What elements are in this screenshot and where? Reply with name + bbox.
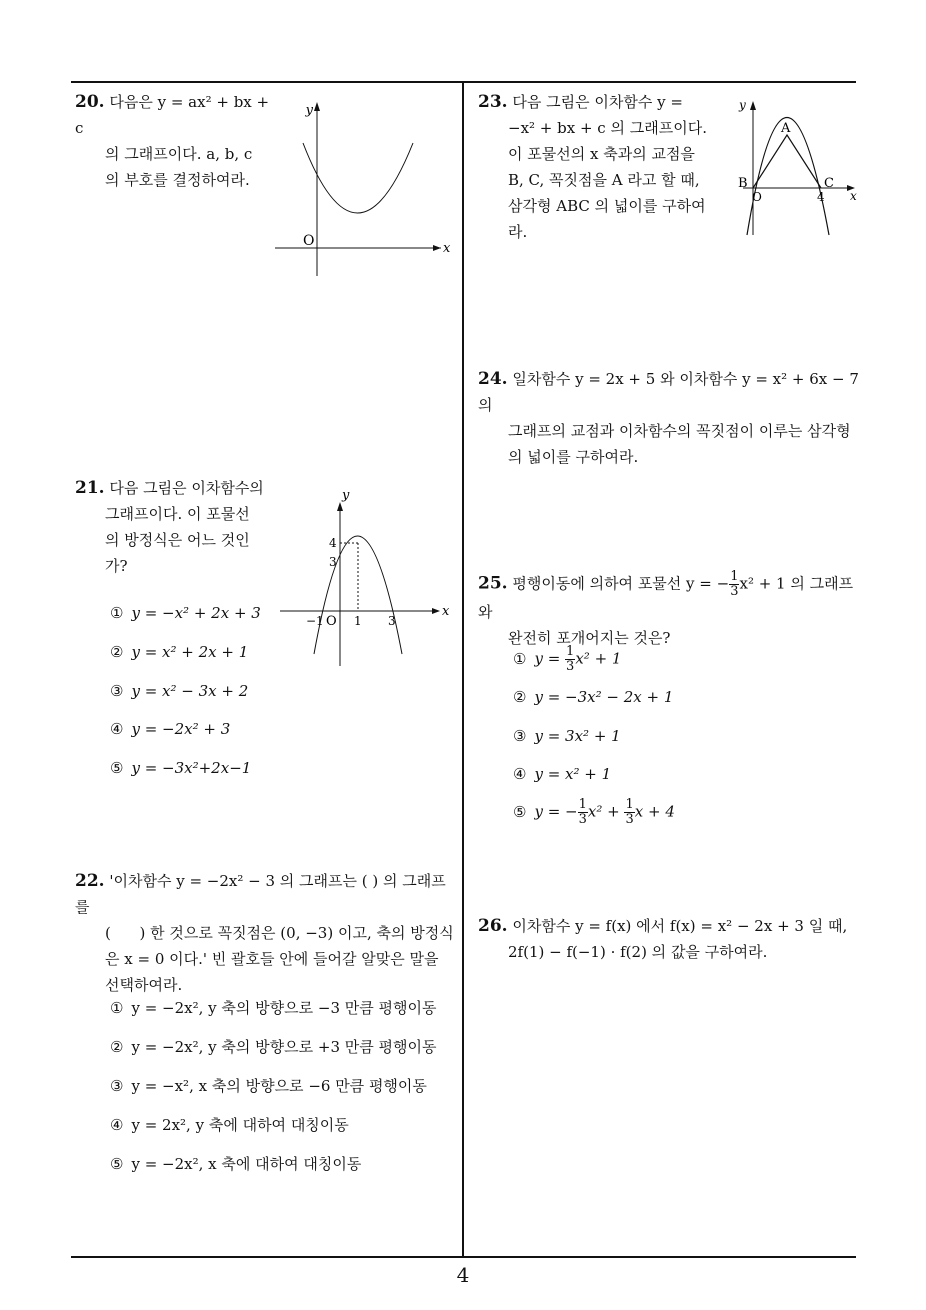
question-21: [75, 475, 275, 579]
tick-label-4: 4: [329, 536, 337, 550]
option-marker: ①: [110, 999, 124, 1017]
fraction: [578, 798, 588, 827]
question-24: [478, 366, 863, 470]
question-number: 20.: [75, 92, 105, 112]
option-text: y = −2x², x 축에 대하여 대칭이동: [131, 1155, 362, 1173]
q21-graph: [280, 488, 455, 668]
option-text: y = −2x², y 축의 방향으로 −3 만큼 평행이동: [131, 999, 437, 1017]
option-text: y =: [534, 649, 566, 668]
option-text: y = −x², x 축의 방향으로 −6 만큼 평행이동: [131, 1077, 427, 1095]
option-3[interactable]: [110, 682, 248, 700]
question-text: x² + 1 의 그래프와: [478, 574, 854, 621]
question-line: ( ) 한 것으로 꼭짓점은 (0, −3) 이고, 축의 방정식: [105, 924, 454, 942]
question-23: [478, 89, 713, 245]
question-line: 이 포물선의 x 축과의 교점을: [508, 145, 695, 163]
option-marker: ②: [513, 688, 527, 706]
origin-label: O: [303, 233, 315, 249]
fraction-denominator: 3: [578, 812, 587, 827]
question-line: 의 넓이를 구하여라.: [508, 448, 639, 466]
question-text: 평행이동에 의하여 포물선 y = −: [512, 574, 730, 593]
column-divider: [462, 82, 464, 1257]
question-line: 의 그래프이다. a, b, c: [105, 145, 253, 163]
option-marker: ③: [110, 1077, 124, 1095]
question-line: 그래프이다. 이 포물선: [105, 505, 250, 523]
question-line: 선택하여라.: [105, 976, 183, 994]
x-axis-label: x: [850, 189, 857, 203]
question-line: 라.: [508, 223, 528, 241]
question-20: [75, 89, 275, 193]
option-text: y = −2x² + 3: [131, 720, 231, 738]
bottom-rule: [71, 1256, 856, 1258]
x-axis-label: x: [443, 241, 451, 256]
option-4[interactable]: [110, 1114, 349, 1135]
x-axis-label: x: [442, 604, 450, 619]
option-text: x² +: [587, 802, 625, 821]
option-marker: ②: [110, 1038, 124, 1056]
question-number: 21.: [75, 478, 105, 498]
y-axis-label: y: [342, 488, 350, 503]
option-text: y = −3x² − 2x + 1: [534, 688, 674, 706]
option-marker: ⑤: [110, 759, 124, 777]
question-line: '이차함수 y = −2x² − 3 의 그래프는 ( ) 의 그래프를: [75, 872, 446, 916]
question-number: 22.: [75, 871, 105, 891]
question-line: 일차함수 y = 2x + 5 와 이차함수 y = x² + 6x − 7 의: [478, 370, 859, 414]
option-4[interactable]: [513, 765, 611, 783]
option-text: y = 3x² + 1: [534, 727, 621, 745]
point-c-label: C: [824, 176, 834, 191]
question-number: 26.: [478, 916, 508, 936]
fraction-numerator: 1: [578, 797, 587, 812]
option-marker: ④: [513, 765, 527, 783]
question-line: 삼각형 ABC 의 넓이를 구하여: [508, 197, 706, 215]
tick-label-3: 3: [329, 555, 337, 569]
option-1[interactable]: [110, 604, 261, 622]
question-line: 가?: [105, 557, 128, 575]
option-text: y = x² + 2x + 1: [131, 643, 249, 661]
option-text: y = x² − 3x + 2: [131, 682, 249, 700]
option-text: y = −x² + 2x + 3: [131, 604, 261, 622]
question-number: 24.: [478, 369, 508, 389]
fraction-numerator: 1: [566, 644, 575, 659]
question-line: B, C, 꼭짓점을 A 라고 할 때,: [508, 171, 700, 189]
option-text: y = −3x²+2x−1: [131, 759, 252, 777]
fraction-denominator: 3: [730, 584, 739, 599]
option-text: y = −2x², y 축의 방향으로 +3 만큼 평행이동: [131, 1038, 437, 1056]
origin-label: O: [326, 614, 337, 629]
option-text: y = −: [534, 802, 578, 821]
option-marker: ⑤: [513, 802, 527, 821]
fraction-denominator: 3: [566, 659, 575, 674]
option-4[interactable]: [110, 720, 230, 738]
option-marker: ④: [110, 720, 124, 738]
point-b-label: B: [738, 176, 748, 191]
question-line: 2f(1) − f(−1) · f(2) 의 값을 구하여라.: [508, 943, 768, 961]
question-line: −x² + bx + c 의 그래프이다.: [508, 119, 707, 137]
fraction-numerator: 1: [625, 797, 634, 812]
fraction: [624, 798, 634, 827]
option-2[interactable]: [513, 688, 673, 706]
option-2[interactable]: [110, 643, 248, 661]
q23-graph: [725, 95, 865, 245]
fraction: [565, 645, 575, 674]
option-marker: ④: [110, 1116, 124, 1134]
option-text: x + 4: [634, 802, 675, 821]
point-a-label: A: [781, 121, 791, 136]
option-5[interactable]: [110, 759, 251, 777]
option-3[interactable]: [513, 727, 621, 745]
option-text: y = 2x², y 축에 대하여 대칭이동: [131, 1116, 349, 1134]
y-axis-label: y: [305, 103, 313, 118]
question-line: 그래프의 교점과 이차함수의 꼭짓점이 이루는 삼각형: [508, 422, 851, 440]
question-line: 완전히 포개어지는 것은?: [508, 629, 671, 647]
option-marker: ①: [110, 604, 124, 622]
question-26: [478, 913, 863, 965]
fraction-numerator: 1: [730, 569, 739, 584]
question-line: 의 부호를 결정하여라.: [105, 171, 250, 189]
tick-label-3x: 3: [388, 614, 396, 628]
option-5[interactable]: [110, 1153, 361, 1174]
option-marker: ③: [513, 727, 527, 745]
question-22: [75, 868, 460, 998]
question-line: 다음 그림은 이차함수의: [109, 479, 264, 497]
option-5[interactable]: [513, 798, 675, 827]
question-line: 의 방정식은 어느 것인: [105, 531, 250, 549]
tick-label-1: 1: [354, 614, 362, 628]
option-1[interactable]: [110, 997, 436, 1018]
option-text: x² + 1: [575, 649, 622, 668]
option-marker: ③: [110, 682, 124, 700]
page-number: 4: [456, 1263, 470, 1287]
question-25: [478, 570, 863, 651]
question-line: 이차함수 y = f(x) 에서 f(x) = x² − 2x + 3 일 때,: [512, 917, 848, 935]
y-axis-label: y: [739, 98, 746, 112]
option-text: y = x² + 1: [534, 765, 612, 783]
tick-label-neg1: −1: [306, 614, 324, 628]
question-number: 25.: [478, 573, 508, 594]
tick-label-4: 4: [817, 190, 825, 204]
question-number: 23.: [478, 92, 508, 112]
question-line: 다음 그림은 이차함수 y =: [512, 93, 683, 111]
question-line: 다음은 y = ax² + bx + c: [75, 93, 270, 137]
fraction-denominator: 3: [625, 812, 634, 827]
option-2[interactable]: [110, 1036, 436, 1057]
option-1[interactable]: [513, 645, 621, 674]
fraction: [729, 570, 739, 599]
q20-graph: [275, 98, 455, 278]
option-marker: ②: [110, 643, 124, 661]
option-marker: ①: [513, 649, 527, 668]
option-3[interactable]: [110, 1075, 427, 1096]
origin-label: O: [752, 190, 762, 204]
question-line: 은 x = 0 이다.' 빈 괄호들 안에 들어갈 알맞은 말을: [105, 950, 439, 968]
option-marker: ⑤: [110, 1155, 124, 1173]
